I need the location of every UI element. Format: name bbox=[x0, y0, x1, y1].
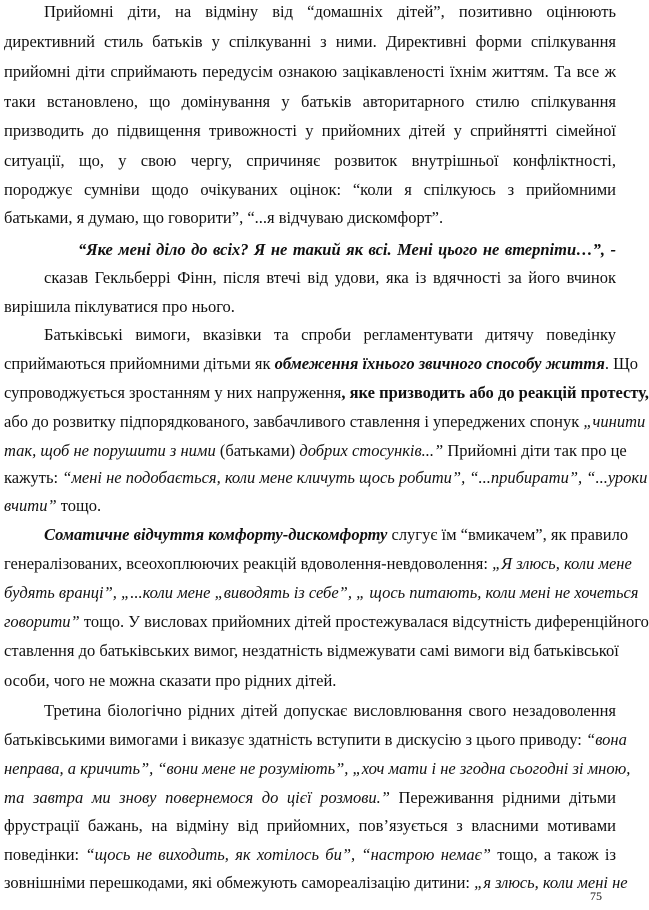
paragraph-5-line-2: батьківськими вимогами і виказує здатність вступити в дискусію з цього приводу: “вона bbox=[4, 730, 627, 749]
paragraph-1-line-5: призводить до підвищення тривожності у прийомних дітей у сприйнятті сімейної bbox=[4, 121, 616, 140]
paragraph-4-line-6: особи, чого не можна сказати про рідних дітей. bbox=[4, 671, 337, 690]
paragraph-1-line-4: таки встановлено, що домінування у батьків авторитарного стилю спілкування bbox=[4, 92, 616, 111]
paragraph-1-line-6: ситуації, що, у свою чергу, спричиняє розвиток внутрішньої конфліктності, bbox=[4, 151, 616, 170]
quote-attribution-line-1: сказав Гекльберрі Фінн, після втечі від удови, яка із вдячності за його вчинок bbox=[44, 268, 616, 287]
paragraph-4-line-2: генералізованих, всеохоплюючих реакцій вдоволення-невдоволення: „Я злюсь, коли мене bbox=[4, 554, 632, 573]
paragraph-1-line-7: породжує сумніви щодо очікуваних оцінок: “коли я спілкуюсь з прийомними bbox=[4, 180, 616, 199]
paragraph-4-line-3: будять вранці”, „...коли мене „виводять із себе”, „ щось питають, коли мені не хочеться bbox=[4, 583, 639, 602]
epigraph-quote: “Яке мені діло до всіх? Я не такий як всі. Мені цього не втерпіти…”, - bbox=[78, 240, 616, 259]
paragraph-5-line-6: поведінки: “щось не виходить, як хотілось би”, “настрою немає” тощо, а також із bbox=[4, 845, 616, 864]
paragraph-1-line-8: батьками, я думаю, що говорити”, “...я відчуваю дискомфорт”. bbox=[4, 208, 444, 227]
paragraph-4-line-4: говорити” тощо. У висловах прийомних дітей простежувалася відсутність диференційного bbox=[4, 612, 649, 631]
quote-attribution-line-2: вирішила піклуватися про нього. bbox=[4, 297, 235, 316]
paragraph-1-line-3: прийомні діти сприймають передусім ознакою зацікавленості їхнім життям. Та все ж bbox=[4, 62, 616, 81]
paragraph-4-line-1: Соматичне відчуття комфорту-дискомфорту слугує їм “вмикачем”, як правило bbox=[44, 525, 629, 544]
paragraph-5-line-3: неправа, а кричить”, “вони мене не розуміють”, „хоч мати і не згодна сьогодні зі мною, bbox=[4, 759, 631, 778]
paragraph-3-line-5: так, щоб не порушити з ними (батьками) добрих стосунків...” Прийомні діти так про це bbox=[4, 441, 627, 460]
paragraph-3-line-2: сприймаються прийомними дітьми як обмеження їхнього звичного способу життя. Що bbox=[4, 354, 639, 373]
page-number: 75 bbox=[590, 889, 602, 903]
paragraph-5-line-5: фрустрації бажань, на відміну від прийомних, пов’язується з власними мотивами bbox=[4, 816, 616, 835]
paragraph-3-line-3: супроводжується зростанням у них напруження, яке призводить або до реакцій протесту, bbox=[4, 383, 649, 402]
paragraph-5-line-7: зовнішніми перешкодами, які обмежують самореалізацію дитини: „я злюсь, коли мені не bbox=[4, 873, 628, 892]
paragraph-4-line-5: ставлення до батьківських вимог, нездатність відмежувати самі вимоги від батьківської bbox=[4, 641, 619, 660]
paragraph-3-line-6: кажуть: “мені не подобається, коли мене кличуть щось робити”, “...прибирати”, “...уроки bbox=[4, 468, 648, 487]
paragraph-5-line-1: Третина біологічно рідних дітей допускає висловлювання свого незадоволення bbox=[44, 701, 616, 720]
paragraph-3-line-4: або до розвитку підпорядкованого, завбачливого ставлення і упереджених спонук „чинити bbox=[4, 412, 646, 431]
paragraph-3-line-1: Батьківські вимоги, вказівки та спроби регламентувати дитячу поведінку bbox=[44, 325, 616, 344]
paragraph-1-line-2: директивний стиль батьків у спілкуванні з ними. Директивні форми спілкування bbox=[4, 32, 616, 51]
paragraph-1-line-1: Прийомні діти, на відміну від “домашніх дітей”, позитивно оцінюють bbox=[44, 2, 616, 21]
paragraph-5-line-4: та завтра ми знову повернемося до цієї розмови.” Переживання рідними дітьми bbox=[4, 788, 616, 807]
paragraph-3-line-7: вчити” тощо. bbox=[4, 496, 102, 515]
